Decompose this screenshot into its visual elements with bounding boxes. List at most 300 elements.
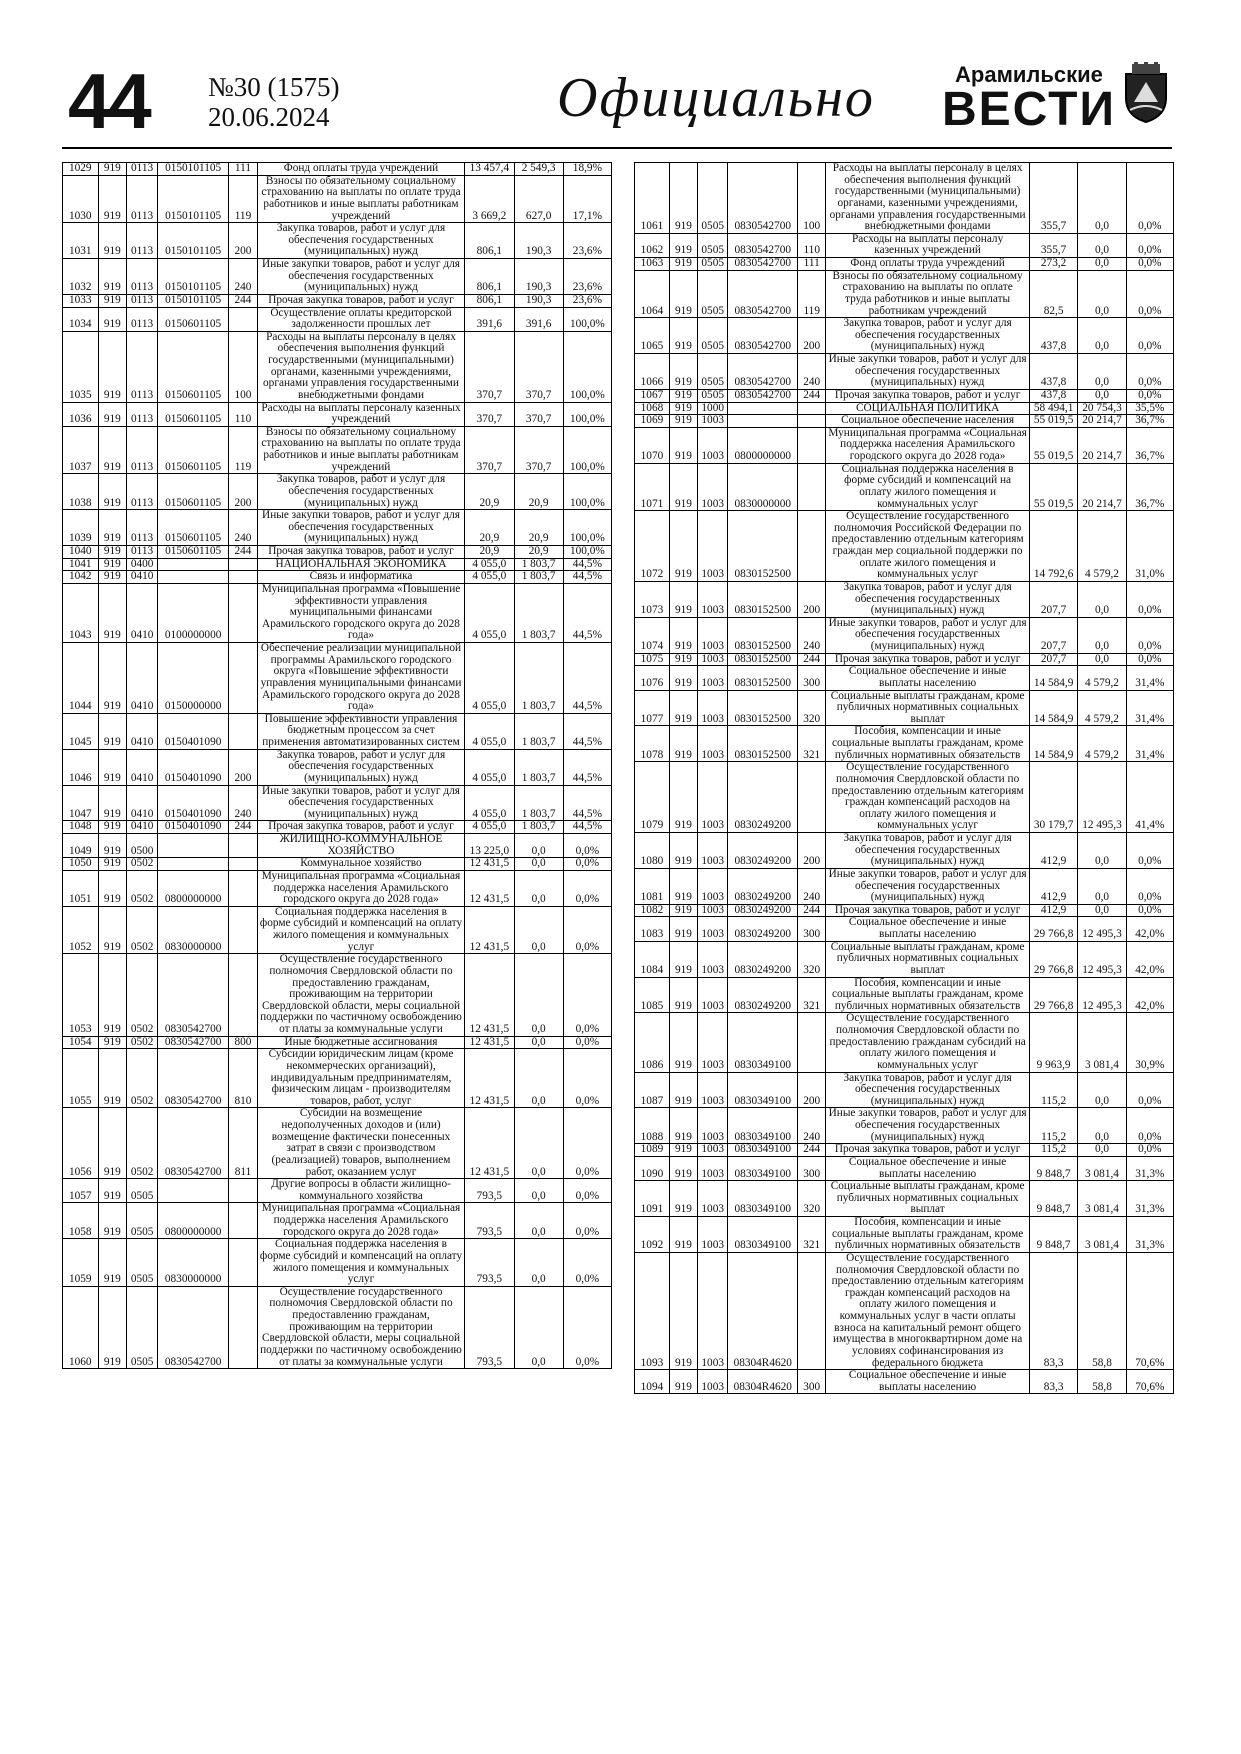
- target-code: 0830249200: [728, 833, 798, 869]
- executed-amount: 0,0: [514, 858, 563, 871]
- execution-percent: 31,3%: [1126, 1156, 1173, 1180]
- table-row: [635, 941, 1174, 977]
- expense-name: Иные закупки товаров, работ и услуг для обеспечения государственных (муниципальных) нужд: [826, 1108, 1030, 1144]
- section-code: 1003: [698, 1181, 728, 1217]
- section-code: 1003: [698, 977, 728, 1013]
- budget-table-left: [62, 162, 612, 1369]
- planned-amount: 29 766,8: [1029, 941, 1077, 977]
- expense-type-code: 119: [229, 426, 258, 474]
- expense-type-code: 240: [798, 868, 826, 904]
- expense-type-code: 244: [229, 821, 258, 834]
- executed-amount: 0,0: [514, 1286, 563, 1368]
- planned-amount: 437,8: [1029, 389, 1077, 402]
- table-row: [635, 402, 1174, 415]
- target-code: 0830349100: [728, 1181, 798, 1217]
- executed-amount: 0,0: [514, 870, 563, 906]
- grbs-code: 919: [669, 415, 697, 428]
- grbs-code: 919: [98, 643, 127, 714]
- planned-amount: 793,5: [465, 1286, 514, 1368]
- row-number: 1059: [63, 1239, 99, 1287]
- planned-amount: 12 431,5: [465, 1108, 514, 1179]
- execution-percent: 0,0%: [1126, 233, 1173, 257]
- row-number: 1036: [63, 402, 99, 426]
- target-code: 08304R4620: [728, 1370, 798, 1394]
- table-row: [635, 762, 1174, 833]
- table-row: [63, 858, 612, 871]
- grbs-code: 919: [669, 354, 697, 390]
- section-code: 0502: [127, 954, 158, 1036]
- table-row: [635, 617, 1174, 653]
- executed-amount: 190,3: [514, 259, 563, 295]
- expense-name: Взносы по обязательному социальному страхованию на выплаты по оплате труда работников и иные выплаты работникам учреждений: [826, 270, 1030, 318]
- expense-type-code: 300: [798, 1370, 826, 1394]
- target-code: 0830349100: [728, 1156, 798, 1180]
- target-code: 0830542700: [728, 318, 798, 354]
- table-row: [635, 690, 1174, 726]
- row-number: 1054: [63, 1036, 99, 1049]
- planned-amount: 12 431,5: [465, 870, 514, 906]
- grbs-code: 919: [98, 1179, 127, 1203]
- row-number: 1084: [635, 941, 670, 977]
- target-code: 0830542700: [158, 1036, 229, 1049]
- expense-name: Иные бюджетные ассигнования: [257, 1036, 464, 1049]
- grbs-code: 919: [98, 1049, 127, 1108]
- row-number: 1053: [63, 954, 99, 1036]
- grbs-code: 919: [98, 1036, 127, 1049]
- section-code: 0113: [127, 546, 158, 559]
- executed-amount: 3 081,4: [1078, 1217, 1126, 1253]
- execution-percent: 0,0%: [1126, 389, 1173, 402]
- expense-name: Муниципальная программа «Социальная поддержка населения Арамильского городского округа до 2028 года»: [257, 870, 464, 906]
- executed-amount: 1 803,7: [514, 643, 563, 714]
- expense-type-code: [229, 571, 258, 584]
- execution-percent: 0,0%: [563, 954, 611, 1036]
- target-code: [728, 402, 798, 415]
- table-row: [63, 1179, 612, 1203]
- target-code: 0830152500: [728, 653, 798, 666]
- expense-type-code: 810: [229, 1049, 258, 1108]
- expense-type-code: 200: [798, 1072, 826, 1108]
- expense-type-code: [229, 1179, 258, 1203]
- row-number: 1058: [63, 1203, 99, 1239]
- section-code: 1003: [698, 1156, 728, 1180]
- table-row: [63, 474, 612, 510]
- target-code: 0830152500: [728, 726, 798, 762]
- expense-type-code: 240: [798, 354, 826, 390]
- grbs-code: 919: [669, 726, 697, 762]
- execution-percent: 0,0%: [1126, 581, 1173, 617]
- execution-percent: 0,0%: [563, 1203, 611, 1239]
- target-code: 0150101105: [158, 163, 229, 176]
- execution-percent: 100,0%: [563, 426, 611, 474]
- planned-amount: 4 055,0: [465, 643, 514, 714]
- target-code: 0830349100: [728, 1108, 798, 1144]
- executed-amount: 1 803,7: [514, 558, 563, 571]
- table-row: [63, 163, 612, 176]
- row-number: 1029: [63, 163, 99, 176]
- row-number: 1088: [635, 1108, 670, 1144]
- grbs-code: 919: [669, 868, 697, 904]
- planned-amount: 4 055,0: [465, 821, 514, 834]
- table-row: [63, 259, 612, 295]
- executed-amount: 58,8: [1078, 1370, 1126, 1394]
- expense-type-code: 244: [229, 294, 258, 307]
- execution-percent: 31,0%: [1126, 511, 1173, 582]
- execution-percent: 0,0%: [563, 1179, 611, 1203]
- executed-amount: 190,3: [514, 294, 563, 307]
- grbs-code: 919: [669, 1181, 697, 1217]
- planned-amount: 83,3: [1029, 1252, 1077, 1369]
- expense-name: Закупка товаров, работ и услуг для обеспечения государственных (муниципальных) нужд: [826, 833, 1030, 869]
- expense-name: Социальные выплаты гражданам, кроме публичных нормативных социальных выплат: [826, 1181, 1030, 1217]
- section-code: 1003: [698, 1108, 728, 1144]
- row-number: 1082: [635, 904, 670, 917]
- executed-amount: 0,0: [1078, 270, 1126, 318]
- target-code: 0150601105: [158, 546, 229, 559]
- expense-name: Социальное обеспечение населения: [826, 415, 1030, 428]
- executed-amount: 0,0: [514, 1049, 563, 1108]
- execution-percent: 0,0%: [563, 834, 611, 858]
- executed-amount: 20 214,7: [1078, 415, 1126, 428]
- section-code: 0505: [698, 163, 728, 234]
- target-code: 0830152500: [728, 690, 798, 726]
- target-code: 0830000000: [158, 1239, 229, 1287]
- grbs-code: 919: [98, 834, 127, 858]
- execution-percent: 0,0%: [1126, 904, 1173, 917]
- planned-amount: 355,7: [1029, 233, 1077, 257]
- row-number: 1038: [63, 474, 99, 510]
- executed-amount: 370,7: [514, 402, 563, 426]
- expense-name: СОЦИАЛЬНАЯ ПОЛИТИКА: [826, 402, 1030, 415]
- grbs-code: 919: [669, 1144, 697, 1157]
- section-code: 0113: [127, 426, 158, 474]
- expense-type-code: [229, 643, 258, 714]
- section-code: 1003: [698, 690, 728, 726]
- expense-name: Иные закупки товаров, работ и услуг для обеспечения государственных (муниципальных) нужд: [826, 617, 1030, 653]
- expense-name: Другие вопросы в области жилищно-коммунального хозяйства: [257, 1179, 464, 1203]
- planned-amount: 793,5: [465, 1239, 514, 1287]
- section-code: 1003: [698, 511, 728, 582]
- execution-percent: 70,6%: [1126, 1252, 1173, 1369]
- grbs-code: 919: [98, 294, 127, 307]
- target-code: [158, 571, 229, 584]
- row-number: 1066: [635, 354, 670, 390]
- row-number: 1075: [635, 653, 670, 666]
- target-code: 0830542700: [158, 1049, 229, 1108]
- expense-name: Осуществление государственного полномочия Российской Федерации по предоставлению отдельным категориям граждан мер социальной поддержки по оплате жилого помещения и коммунальных услуг: [826, 511, 1030, 582]
- planned-amount: 20,9: [465, 546, 514, 559]
- execution-percent: 0,0%: [1126, 617, 1173, 653]
- execution-percent: 70,6%: [1126, 1370, 1173, 1394]
- expense-name: Социальное обеспечение и иные выплаты населению: [826, 666, 1030, 690]
- planned-amount: 13 225,0: [465, 834, 514, 858]
- execution-percent: 23,6%: [563, 294, 611, 307]
- grbs-code: 919: [669, 653, 697, 666]
- expense-type-code: 244: [798, 389, 826, 402]
- execution-percent: 44,5%: [563, 785, 611, 821]
- table-row: [635, 270, 1174, 318]
- target-code: 0150601105: [158, 402, 229, 426]
- target-code: 0150401090: [158, 749, 229, 785]
- target-code: 0830152500: [728, 581, 798, 617]
- executed-amount: 0,0: [1078, 1144, 1126, 1157]
- section-code: 0505: [698, 233, 728, 257]
- masthead: [62, 58, 1172, 148]
- executed-amount: 0,0: [1078, 653, 1126, 666]
- expense-name: Закупка товаров, работ и услуг для обеспечения государственных (муниципальных) нужд: [826, 318, 1030, 354]
- execution-percent: 42,0%: [1126, 917, 1173, 941]
- execution-percent: 44,5%: [563, 749, 611, 785]
- executed-amount: 0,0: [1078, 617, 1126, 653]
- grbs-code: 919: [669, 666, 697, 690]
- expense-name: Повышение эффективности управления бюджетным процессом за счет применения автоматизированных систем: [257, 713, 464, 749]
- target-code: 0800000000: [158, 870, 229, 906]
- executed-amount: 1 803,7: [514, 571, 563, 584]
- expense-type-code: 100: [229, 331, 258, 402]
- execution-percent: 0,0%: [1126, 653, 1173, 666]
- expense-name: Коммунальное хозяйство: [257, 858, 464, 871]
- row-number: 1086: [635, 1013, 670, 1072]
- grbs-code: 919: [669, 1370, 697, 1394]
- planned-amount: 20,9: [465, 474, 514, 510]
- grbs-code: 919: [98, 331, 127, 402]
- section-code: 0505: [127, 1286, 158, 1368]
- executed-amount: 0,0: [1078, 389, 1126, 402]
- expense-type-code: [798, 1252, 826, 1369]
- row-number: 1061: [635, 163, 670, 234]
- expense-type-code: [229, 713, 258, 749]
- planned-amount: 437,8: [1029, 318, 1077, 354]
- expense-type-code: [229, 1286, 258, 1368]
- row-number: 1073: [635, 581, 670, 617]
- expense-type-code: 320: [798, 941, 826, 977]
- table-row: [635, 917, 1174, 941]
- planned-amount: 4 055,0: [465, 785, 514, 821]
- table-row: [63, 510, 612, 546]
- expense-type-code: [229, 558, 258, 571]
- section-code: 0410: [127, 821, 158, 834]
- grbs-code: 919: [98, 307, 127, 331]
- expense-name: Прочая закупка товаров, работ и услуг: [826, 389, 1030, 402]
- planned-amount: 14 792,6: [1029, 511, 1077, 582]
- target-code: 0100000000: [158, 583, 229, 642]
- grbs-code: 919: [669, 427, 697, 463]
- executed-amount: 4 579,2: [1078, 666, 1126, 690]
- target-code: 0830000000: [728, 463, 798, 511]
- grbs-code: 919: [669, 463, 697, 511]
- expense-name: Расходы на выплаты персоналу в целях обеспечения выполнения функций государственными (муниципальными) органами, казенными учреждениями, органами управления государственными внебюджетными фондами: [257, 331, 464, 402]
- target-code: 0150601105: [158, 510, 229, 546]
- executed-amount: 20 214,7: [1078, 463, 1126, 511]
- row-number: 1062: [635, 233, 670, 257]
- table-row: [63, 426, 612, 474]
- table-row: [635, 258, 1174, 271]
- expense-type-code: 240: [229, 259, 258, 295]
- planned-amount: 9 848,7: [1029, 1181, 1077, 1217]
- target-code: 0830349100: [728, 1013, 798, 1072]
- planned-amount: 115,2: [1029, 1072, 1077, 1108]
- expense-name: Расходы на выплаты персоналу в целях обеспечения выполнения функций государственными (муниципальными) органами, казенными учреждениями, органами управления государственными внебюджетными фондами: [826, 163, 1030, 234]
- executed-amount: 0,0: [514, 906, 563, 954]
- planned-amount: 14 584,9: [1029, 690, 1077, 726]
- execution-percent: 0,0%: [563, 1036, 611, 1049]
- execution-percent: 0,0%: [1126, 1072, 1173, 1108]
- grbs-code: 919: [98, 1108, 127, 1179]
- executed-amount: 0,0: [1078, 868, 1126, 904]
- target-code: 0150101105: [158, 175, 229, 223]
- issue-number: №30 (1575): [208, 72, 340, 102]
- row-number: 1090: [635, 1156, 670, 1180]
- target-code: 0150601105: [158, 331, 229, 402]
- target-code: 0830249200: [728, 904, 798, 917]
- expense-name: Расходы на выплаты персоналу казенных учреждений: [257, 402, 464, 426]
- executed-amount: 0,0: [514, 1036, 563, 1049]
- expense-name: Иные закупки товаров, работ и услуг для обеспечения государственных (муниципальных) нужд: [257, 259, 464, 295]
- row-number: 1050: [63, 858, 99, 871]
- section-code: 1003: [698, 1252, 728, 1369]
- row-number: 1071: [635, 463, 670, 511]
- section-code: 1003: [698, 666, 728, 690]
- section-code: 0400: [127, 558, 158, 571]
- execution-percent: 44,5%: [563, 821, 611, 834]
- executed-amount: 1 803,7: [514, 749, 563, 785]
- table-row: [635, 868, 1174, 904]
- row-number: 1043: [63, 583, 99, 642]
- expense-name: Социальная поддержка населения в форме субсидий и компенсаций на оплату жилого помещения и коммунальных услуг: [826, 463, 1030, 511]
- section-code: 0113: [127, 259, 158, 295]
- expense-name: Пособия, компенсации и иные социальные выплаты гражданам, кроме публичных нормативных обязательств: [826, 977, 1030, 1013]
- execution-percent: 44,5%: [563, 643, 611, 714]
- row-number: 1077: [635, 690, 670, 726]
- planned-amount: 12 431,5: [465, 1036, 514, 1049]
- execution-percent: 0,0%: [1126, 1144, 1173, 1157]
- row-number: 1046: [63, 749, 99, 785]
- expense-type-code: 111: [798, 258, 826, 271]
- table-row: [63, 331, 612, 402]
- execution-percent: 0,0%: [1126, 833, 1173, 869]
- expense-name: Прочая закупка товаров, работ и услуг: [826, 653, 1030, 666]
- target-code: 0830349100: [728, 1217, 798, 1253]
- execution-percent: 36,7%: [1126, 463, 1173, 511]
- execution-percent: 100,0%: [563, 402, 611, 426]
- grbs-code: 919: [98, 402, 127, 426]
- execution-percent: 31,4%: [1126, 726, 1173, 762]
- expense-type-code: [229, 954, 258, 1036]
- table-row: [635, 318, 1174, 354]
- section-code: 1000: [698, 402, 728, 415]
- expense-type-code: 244: [798, 1144, 826, 1157]
- table-row: [63, 571, 612, 584]
- execution-percent: 17,1%: [563, 175, 611, 223]
- expense-type-code: [798, 463, 826, 511]
- expense-name: Закупка товаров, работ и услуг для обеспечения государственных (муниципальных) нужд: [826, 581, 1030, 617]
- expense-name: Социальная поддержка населения в форме субсидий и компенсаций на оплату жилого помещения и коммунальных услуг: [257, 906, 464, 954]
- execution-percent: 0,0%: [563, 870, 611, 906]
- grbs-code: 919: [669, 163, 697, 234]
- table-row: [63, 821, 612, 834]
- executed-amount: 20 754,3: [1078, 402, 1126, 415]
- expense-type-code: [798, 402, 826, 415]
- row-number: 1081: [635, 868, 670, 904]
- expense-name: Социальное обеспечение и иные выплаты населению: [826, 1370, 1030, 1394]
- table-row: [63, 402, 612, 426]
- planned-amount: 207,7: [1029, 581, 1077, 617]
- table-row: [635, 904, 1174, 917]
- section-code: 0113: [127, 402, 158, 426]
- expense-name: Пособия, компенсации и иные социальные выплаты гражданам, кроме публичных нормативных обязательств: [826, 1217, 1030, 1253]
- table-row: [63, 954, 612, 1036]
- planned-amount: 4 055,0: [465, 583, 514, 642]
- section-code: 1003: [698, 833, 728, 869]
- grbs-code: 919: [669, 1013, 697, 1072]
- grbs-code: 919: [669, 690, 697, 726]
- row-number: 1087: [635, 1072, 670, 1108]
- expense-type-code: 320: [798, 690, 826, 726]
- target-code: 0830542700: [728, 258, 798, 271]
- expense-name: Осуществление государственного полномочия Свердловской области по предоставлению гражданам, проживающим на территории Свердловской области, меры социальной поддержки по частичному освобождению от платы за коммунальные услуги: [257, 1286, 464, 1368]
- target-code: 08304R4620: [728, 1252, 798, 1369]
- executed-amount: 20,9: [514, 546, 563, 559]
- issue-info: [208, 72, 340, 132]
- row-number: 1034: [63, 307, 99, 331]
- execution-percent: 44,5%: [563, 583, 611, 642]
- section-code: 0410: [127, 713, 158, 749]
- executed-amount: 370,7: [514, 331, 563, 402]
- execution-percent: 42,0%: [1126, 977, 1173, 1013]
- budget-table-right: [634, 162, 1174, 1394]
- expense-type-code: 240: [229, 785, 258, 821]
- grbs-code: 919: [669, 833, 697, 869]
- logo-bottom-word: ВЕСТИ: [942, 83, 1116, 136]
- target-code: 0150101105: [158, 223, 229, 259]
- row-number: 1089: [635, 1144, 670, 1157]
- section-code: 0502: [127, 906, 158, 954]
- grbs-code: 919: [669, 1217, 697, 1253]
- row-number: 1091: [635, 1181, 670, 1217]
- expense-type-code: [229, 870, 258, 906]
- execution-percent: 36,7%: [1126, 415, 1173, 428]
- right-column: [634, 162, 1174, 1394]
- table-row: [635, 833, 1174, 869]
- expense-name: Муниципальная программа «Социальная поддержка населения Арамильского городского округа до 2028 года»: [826, 427, 1030, 463]
- expense-name: Субсидии на возмещение недополученных доходов и (или) возмещение фактически понесенных затрат в связи с производством (реализацией) товаров, выполнением работ, оказанием услуг: [257, 1108, 464, 1179]
- section-code: 0410: [127, 749, 158, 785]
- executed-amount: 3 081,4: [1078, 1181, 1126, 1217]
- section-code: 1003: [698, 581, 728, 617]
- row-number: 1074: [635, 617, 670, 653]
- planned-amount: 14 584,9: [1029, 666, 1077, 690]
- expense-type-code: 244: [798, 653, 826, 666]
- grbs-code: 919: [98, 1239, 127, 1287]
- expense-name: Фонд оплаты труда учреждений: [826, 258, 1030, 271]
- execution-percent: 36,7%: [1126, 427, 1173, 463]
- grbs-code: 919: [669, 1072, 697, 1108]
- execution-percent: 35,5%: [1126, 402, 1173, 415]
- planned-amount: 20,9: [465, 510, 514, 546]
- planned-amount: 9 848,7: [1029, 1217, 1077, 1253]
- target-code: [158, 834, 229, 858]
- grbs-code: 919: [98, 474, 127, 510]
- execution-percent: 0,0%: [1126, 163, 1173, 234]
- table-row: [63, 546, 612, 559]
- executed-amount: 12 495,3: [1078, 941, 1126, 977]
- row-number: 1064: [635, 270, 670, 318]
- section-code: 1003: [698, 1013, 728, 1072]
- expense-type-code: 240: [229, 510, 258, 546]
- target-code: 0150101105: [158, 294, 229, 307]
- section-code: 0502: [127, 1049, 158, 1108]
- row-number: 1033: [63, 294, 99, 307]
